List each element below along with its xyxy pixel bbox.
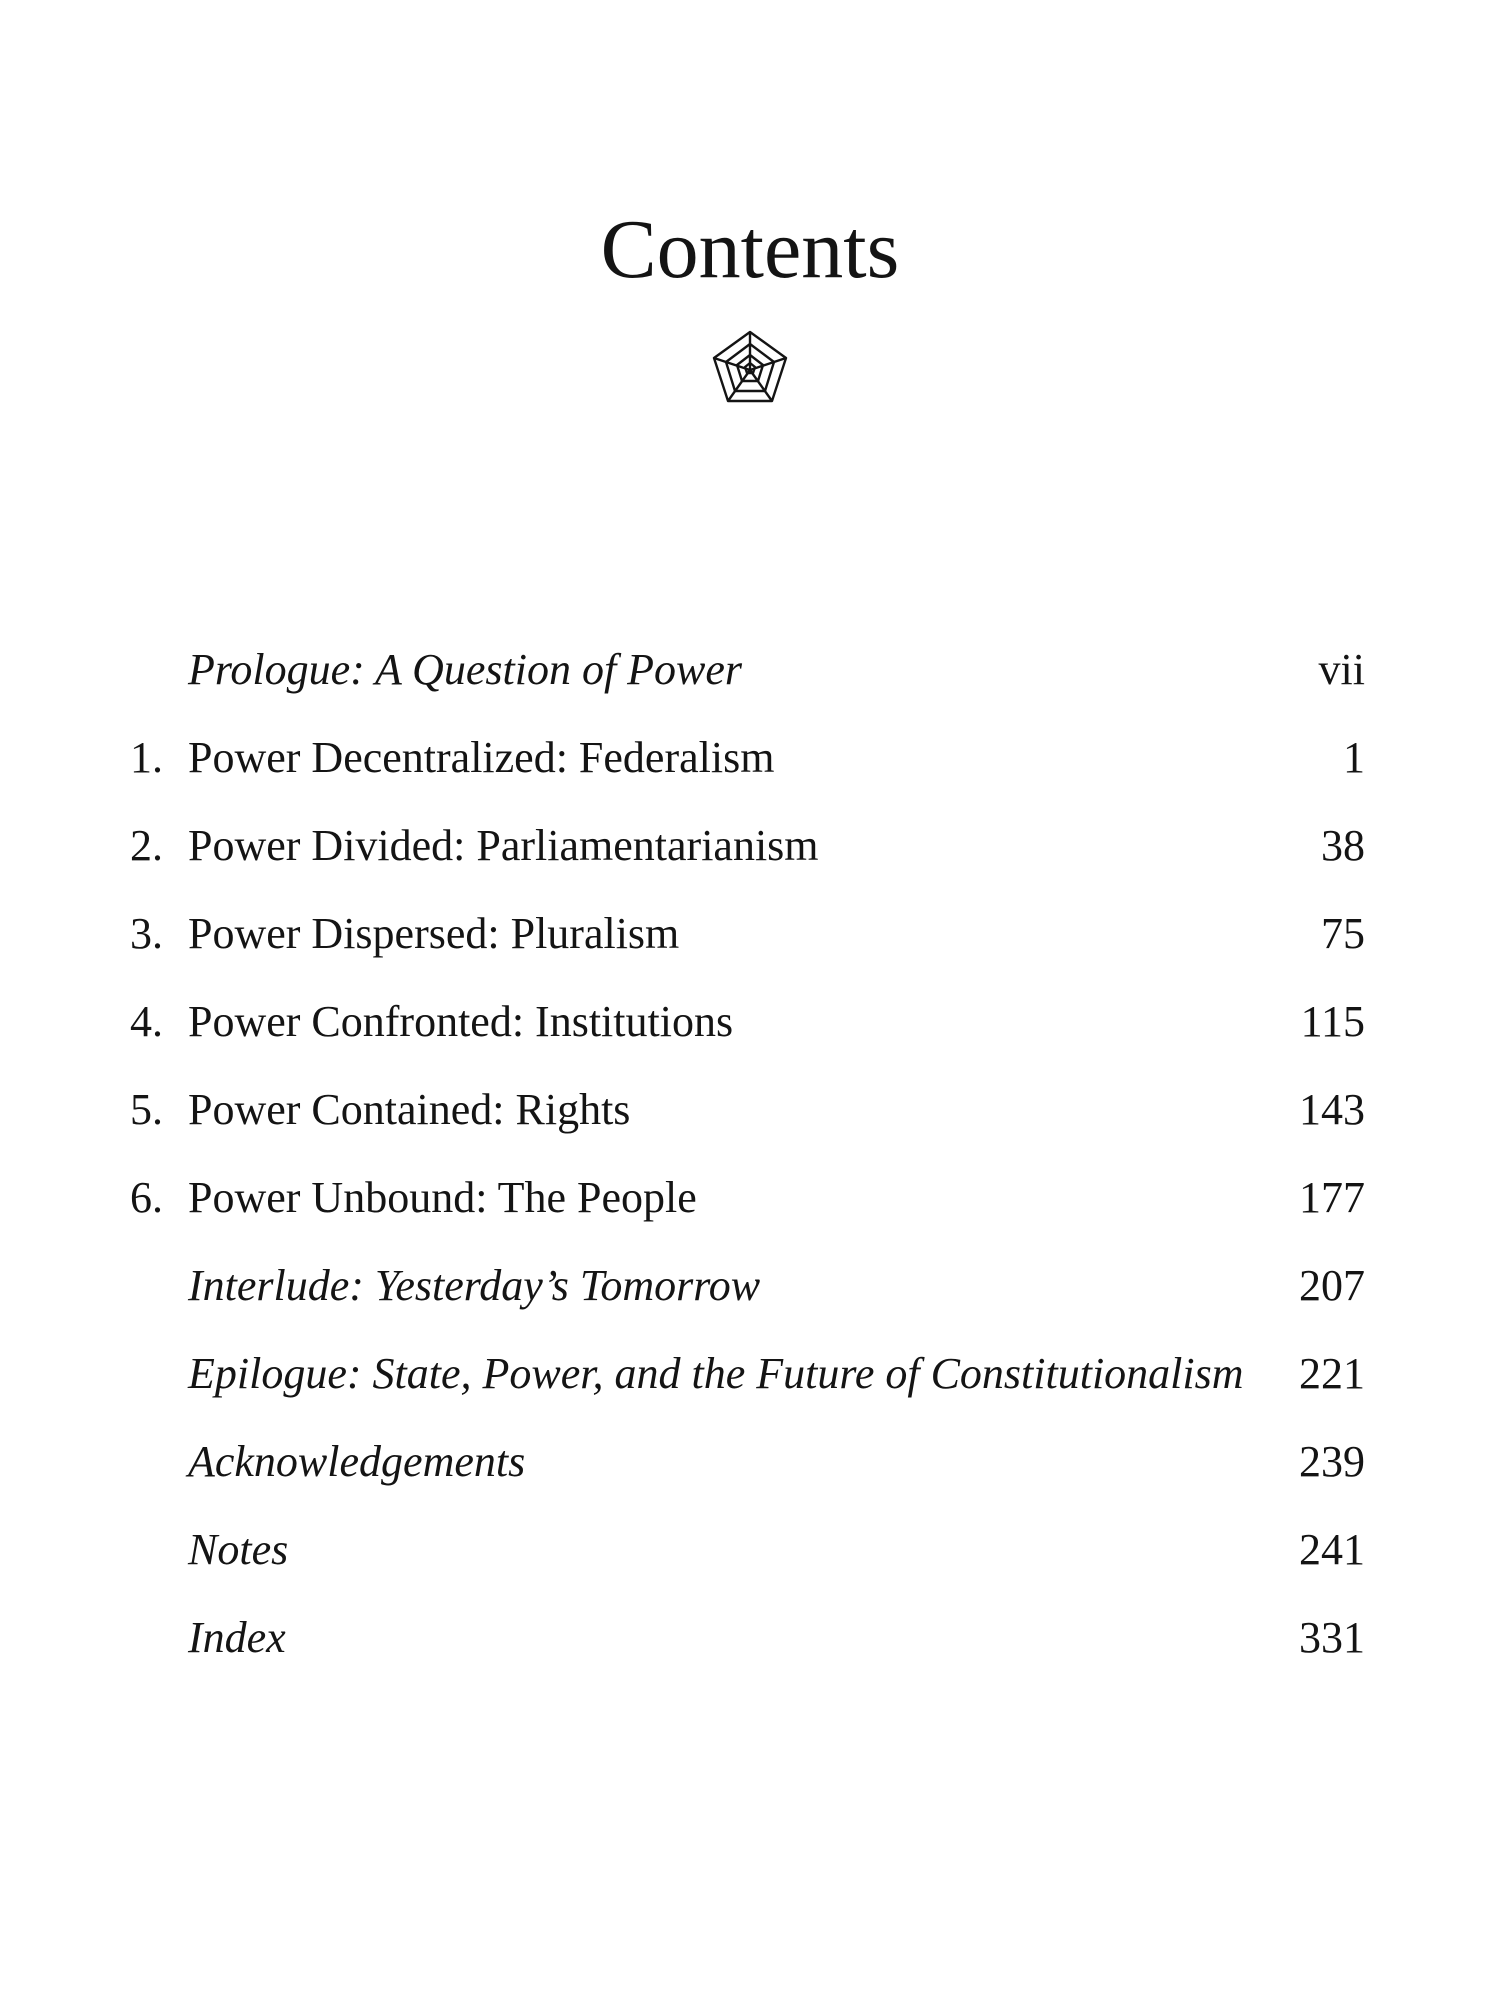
toc-entry[interactable] xyxy=(120,1603,1365,1673)
toc-entry[interactable] xyxy=(120,1251,1365,1321)
toc-entry-title[interactable]: Epilogue: State, Power, and the Future of Constitutionalism xyxy=(188,1349,1244,1398)
page-title: Contents xyxy=(600,203,900,296)
toc-entry-title[interactable]: Power Decentralized: Federalism xyxy=(188,733,775,782)
toc-entry[interactable] xyxy=(120,987,1365,1057)
toc-entry[interactable] xyxy=(120,1427,1365,1497)
toc-entry-page: 38 xyxy=(1321,821,1365,870)
toc-entry-title[interactable]: Prologue: A Question of Power xyxy=(188,645,743,694)
toc-entry-title[interactable]: Power Dispersed: Pluralism xyxy=(188,909,680,958)
toc-entry[interactable] xyxy=(120,1515,1365,1585)
toc-entry-page: 239 xyxy=(1299,1437,1365,1486)
toc-entry-title[interactable]: Index xyxy=(188,1613,286,1662)
toc-entry[interactable] xyxy=(120,811,1365,881)
toc-entry[interactable] xyxy=(120,1163,1365,1233)
toc-entry-title[interactable]: Acknowledgements xyxy=(188,1437,526,1486)
toc-entry-page: 221 xyxy=(1299,1349,1365,1398)
toc-entry-title[interactable]: Power Divided: Parliamentarianism xyxy=(188,821,819,870)
toc-entry-title[interactable]: Notes xyxy=(188,1525,289,1574)
toc-entry-title[interactable]: Power Contained: Rights xyxy=(188,1085,631,1134)
toc-entry-number: 1. xyxy=(130,733,163,782)
toc-entry-title[interactable]: Interlude: Yesterday’s Tomorrow xyxy=(188,1261,761,1310)
toc-entry-title[interactable]: Power Confronted: Institutions xyxy=(188,997,734,1046)
toc-entry-title[interactable]: Power Unbound: The People xyxy=(188,1173,697,1222)
toc-entry-number: 6. xyxy=(130,1173,163,1222)
toc-entry-page: 207 xyxy=(1299,1261,1365,1310)
toc-entry-page: 143 xyxy=(1299,1085,1365,1134)
toc-entry[interactable] xyxy=(120,1075,1365,1145)
toc-entry-page: 241 xyxy=(1299,1525,1365,1574)
toc-entry-number: 5. xyxy=(130,1085,163,1134)
toc-entry-page: 115 xyxy=(1300,997,1365,1046)
toc-entry[interactable] xyxy=(120,1339,1365,1409)
toc-entry-number: 3. xyxy=(130,909,163,958)
toc-entry-number: 2. xyxy=(130,821,163,870)
toc-entry-page: 177 xyxy=(1299,1173,1365,1222)
toc-entry-page: 1 xyxy=(1343,733,1365,782)
toc-entry-page: vii xyxy=(1318,645,1365,694)
toc-entry-number: 4. xyxy=(130,997,163,1046)
toc-entry[interactable] xyxy=(120,635,1365,705)
toc-entry[interactable] xyxy=(120,723,1365,793)
toc-entry[interactable] xyxy=(120,899,1365,969)
toc-entry-page: 75 xyxy=(1321,909,1365,958)
toc-entry-page: 331 xyxy=(1299,1613,1365,1662)
